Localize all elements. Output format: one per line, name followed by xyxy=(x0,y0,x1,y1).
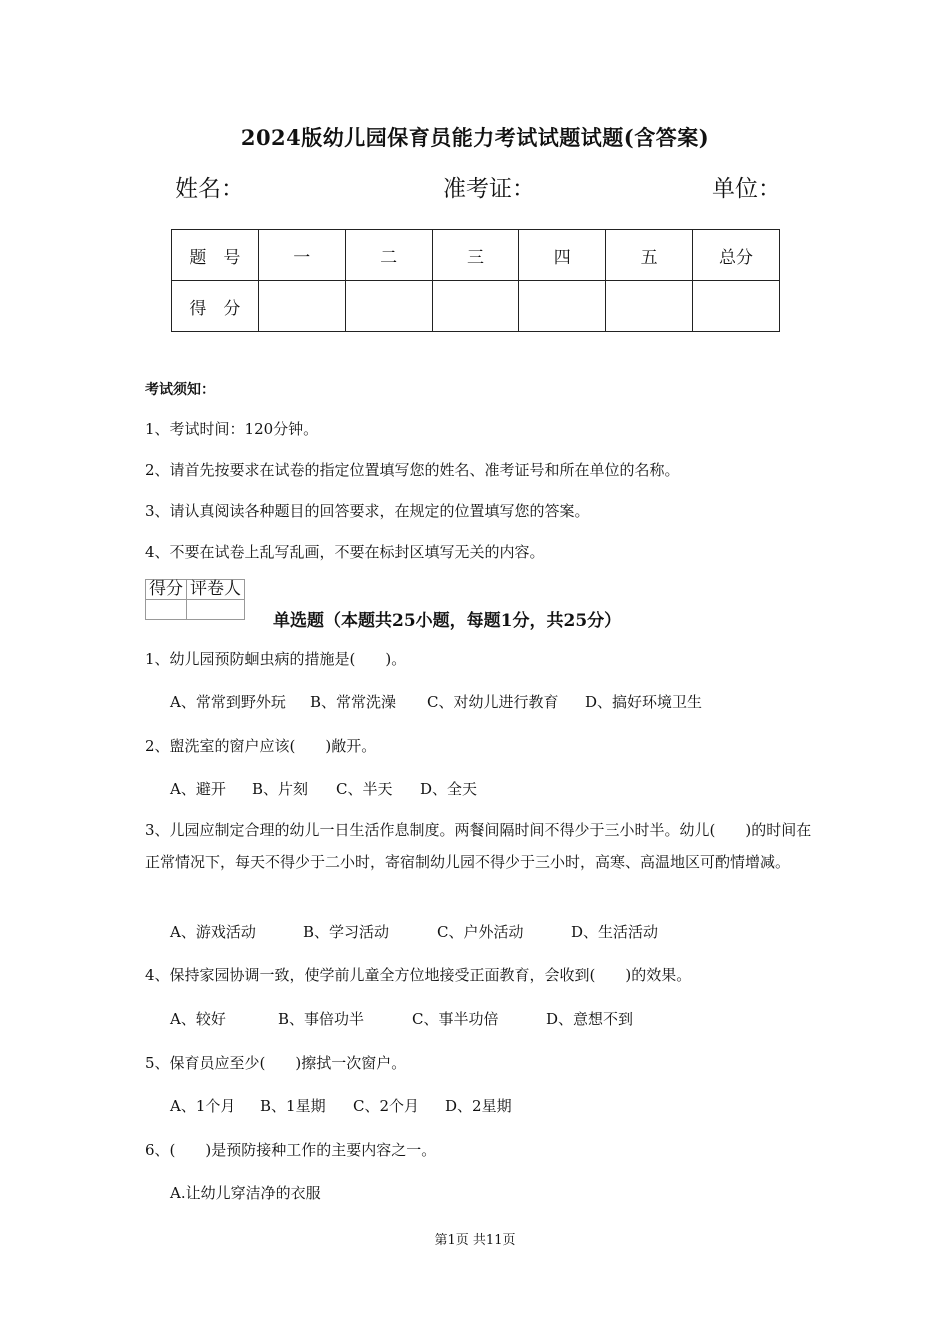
score-input-cell[interactable] xyxy=(432,281,519,332)
grader-score-label: 得分 xyxy=(146,580,187,600)
question-text: 5、保育员应至少( )擦拭一次窗户。 xyxy=(145,1054,407,1072)
score-header-cell: 总分 xyxy=(693,230,780,281)
grader-name-cell[interactable] xyxy=(187,600,245,620)
question-text: 2、盥洗室的窗户应该( )敞开。 xyxy=(145,737,377,755)
grader-score-cell[interactable] xyxy=(146,600,187,620)
option-a[interactable]: A.让幼儿穿洁净的衣服 xyxy=(170,1184,321,1202)
section-title: 单选题（本题共25小题，每题1分，共25分） xyxy=(273,611,622,631)
option-row xyxy=(170,778,477,799)
option-a[interactable]: A、较好 xyxy=(170,1010,226,1028)
question-text: 1、幼儿园预防蛔虫病的措施是( )。 xyxy=(145,650,407,668)
option-row xyxy=(170,691,702,712)
score-table xyxy=(171,229,780,332)
grader-name-label: 评卷人 xyxy=(187,580,245,600)
notice-item: 1、考试时间：120分钟。 xyxy=(145,420,319,438)
notice-item: 3、请认真阅读各种题目的回答要求，在规定的位置填写您的答案。 xyxy=(145,502,590,520)
score-header-cell: 题 号 xyxy=(172,230,259,281)
option-b[interactable]: B、学习活动 xyxy=(303,923,390,941)
question-text: 4、保持家园协调一致，使学前儿童全方位地接受正面教育，会收到( )的效果。 xyxy=(145,966,692,984)
option-d[interactable]: D、意想不到 xyxy=(546,1010,634,1028)
option-d[interactable]: D、搞好环境卫生 xyxy=(585,693,703,711)
score-input-cell[interactable] xyxy=(606,281,693,332)
notice-item: 2、请首先按要求在试卷的指定位置填写您的姓名、准考证号和所在单位的名称。 xyxy=(145,461,680,479)
option-a[interactable]: A、1个月 xyxy=(170,1097,236,1115)
option-d[interactable]: D、2星期 xyxy=(445,1097,512,1115)
option-b[interactable]: B、1星期 xyxy=(260,1097,326,1115)
notice-item: 4、不要在试卷上乱写乱画，不要在标封区填写无关的内容。 xyxy=(145,543,545,561)
score-header-cell: 五 xyxy=(606,230,693,281)
option-c[interactable]: C、2个月 xyxy=(353,1097,420,1115)
option-row xyxy=(170,1095,512,1116)
exam-id-label: 准考证： xyxy=(443,176,535,202)
option-d[interactable]: D、生活活动 xyxy=(571,923,659,941)
score-input-cell[interactable] xyxy=(258,281,345,332)
question-text: 6、( )是预防接种工作的主要内容之一。 xyxy=(145,1141,437,1159)
score-header-cell: 一 xyxy=(258,230,345,281)
option-a[interactable]: A、避开 xyxy=(170,780,226,798)
question-text: 3、儿园应制定合理的幼儿一日生活作息制度。两餐间隔时间不得少于三小时半。幼儿( )的时间在正常情况下，每天不得少于二小时，寄宿制幼儿园不得少于三小时，高寒、高温地区可酌情增减。 xyxy=(145,821,812,871)
option-a[interactable]: A、游戏活动 xyxy=(170,923,256,941)
name-label: 姓名： xyxy=(175,176,244,202)
option-row xyxy=(170,1008,633,1029)
page-footer: 第1页 共11页 xyxy=(434,1233,516,1248)
notice-heading: 考试须知： xyxy=(145,382,215,398)
score-header-cell: 四 xyxy=(519,230,606,281)
score-input-cell[interactable] xyxy=(345,281,432,332)
exam-title: 2024版幼儿园保育员能力考试试题试题(含答案) xyxy=(240,125,710,150)
grader-table xyxy=(145,579,245,620)
score-row-label: 得 分 xyxy=(172,281,259,332)
option-c[interactable]: C、户外活动 xyxy=(437,923,524,941)
score-input-cell[interactable] xyxy=(519,281,606,332)
option-c[interactable]: C、事半功倍 xyxy=(412,1010,499,1028)
option-row xyxy=(170,921,658,942)
option-c[interactable]: C、半天 xyxy=(336,780,393,798)
option-a[interactable]: A、常常到野外玩 xyxy=(170,693,286,711)
score-header-cell: 三 xyxy=(432,230,519,281)
option-b[interactable]: B、常常洗澡 xyxy=(310,693,397,711)
option-b[interactable]: B、片刻 xyxy=(252,780,309,798)
score-input-cell[interactable] xyxy=(693,281,780,332)
option-c[interactable]: C、对幼儿进行教育 xyxy=(427,693,559,711)
option-row xyxy=(170,1182,321,1203)
option-d[interactable]: D、全天 xyxy=(420,780,478,798)
unit-label: 单位： xyxy=(712,176,781,202)
option-b[interactable]: B、事倍功半 xyxy=(278,1010,365,1028)
score-header-cell: 二 xyxy=(345,230,432,281)
